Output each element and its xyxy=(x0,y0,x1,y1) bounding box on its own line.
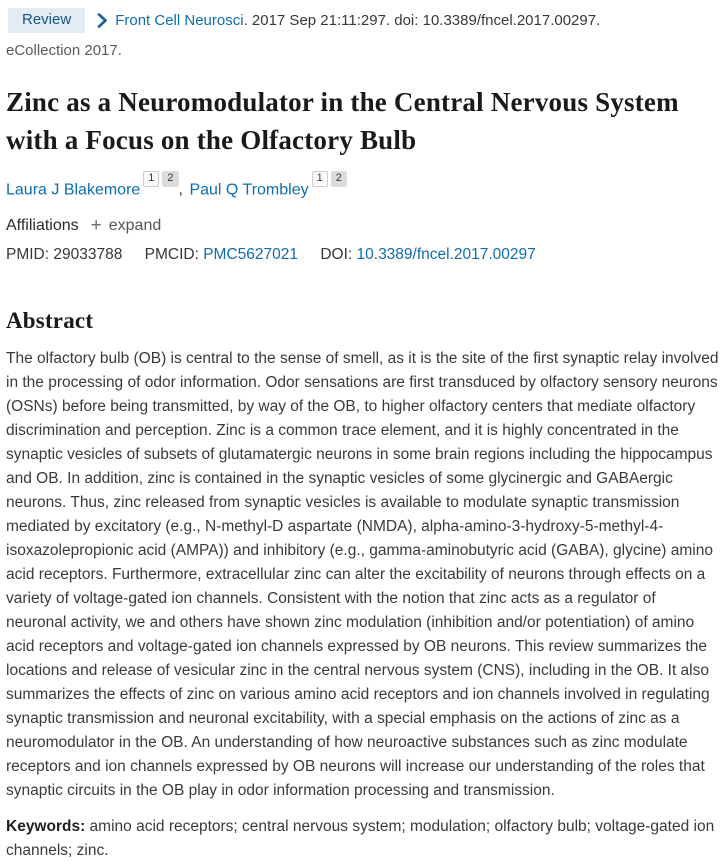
keywords-paragraph xyxy=(6,815,719,862)
identifiers-row xyxy=(6,246,719,264)
affiliation-number[interactable]: 2 xyxy=(331,171,347,187)
author-link[interactable]: Paul Q Trombley xyxy=(189,181,309,199)
journal-link[interactable]: Front Cell Neurosci xyxy=(115,12,244,29)
doi-group xyxy=(320,246,535,263)
author-separator: , xyxy=(178,181,183,199)
ecollection-text: eCollection 2017. xyxy=(6,42,122,59)
citation-details: . 2017 Sep 21:11:297. doi: 10.3389/fncel.2017.00297. xyxy=(243,12,601,29)
expand-label: expand xyxy=(108,217,162,235)
abstract-text: The olfactory bulb (OB) is central to the sense of smell, as it is the site of the first synaptic relay involved in the processing of odor information. Odor sensations are first transduced by olfactory sensory neurons (OSNs) before being transmitted, by way of the OB, to higher olfactory centers that mediate olfactory discrimination and perception. Zinc is a common trace element, and it is highly concentrated in the synaptic vesicles of subsets of glutamatergic neurons in some brain regions including the hippocampus and OB. In addition, zinc is contained in the synaptic vesicles of some glycinergic and GABAergic neurons. Thus, zinc released from synaptic vesicles is available to modulate synaptic transmission mediated by excitatory (e.g., N-methyl-D aspartate (NMDA), alpha-amino-3-hydroxy-5-methyl-4-isoxazolepropionic acid (AMPA)) and inhibitory (e.g., gamma-aminobutyric acid (GABA), glycine) amino acid receptors. Furthermore, extracellular zinc can alter the excitability of neurons through effects on a variety of voltage-gated ion channels. Consistent with the notion that zinc acts as a regulator of neuronal activity, we and others have shown zinc modulation (inhibition and/or potentiation) of amino acid receptors and voltage-gated ion channels expressed by OB neurons. This review summarizes the locations and release of vesicular zinc in the central nervous system (CNS), including in the OB. It also summarizes the effects of zinc on various amino acid receptors and ion channels involved in regulating synaptic transmission and neuronal excitability, with a special emphasis on the actions of zinc as a neuromodulator in the OB. An understanding of how neuroactive substances such as zinc modulate receptors and ion channels expressed by OB neurons will increase our understanding of the roles that synaptic circuits in the OB play in odor information processing and transmission. xyxy=(6,350,719,800)
publication-type-badge: Review xyxy=(8,8,85,33)
affiliations-label: Affiliations xyxy=(6,217,79,235)
keywords-list: amino acid receptors; central nervous system; modulation; olfactory bulb; voltage-gated ion channels; zinc. xyxy=(6,818,715,860)
chevron-right-icon xyxy=(97,13,108,28)
citation-text xyxy=(115,12,600,29)
doi-label: DOI: xyxy=(320,246,353,264)
pmid-label: PMID: xyxy=(6,246,50,264)
pmid-value: 29033788 xyxy=(53,246,123,264)
affiliations-row xyxy=(6,217,719,235)
affiliation-number[interactable]: 1 xyxy=(143,171,159,187)
affiliation-number[interactable]: 2 xyxy=(162,171,178,187)
article-title: Zinc as a Neuromodulator in the Central Nervous System with a Focus on the Olfactory Bulb xyxy=(6,87,679,155)
pmcid-link[interactable]: PMC5627021 xyxy=(203,246,299,264)
affiliation-number[interactable]: 1 xyxy=(312,171,328,187)
doi-link[interactable]: 10.3389/fncel.2017.00297 xyxy=(356,246,536,264)
pmid-group xyxy=(6,246,122,263)
expand-affiliations-button[interactable] xyxy=(91,217,162,235)
pmcid-group xyxy=(145,246,298,263)
abstract-heading: Abstract xyxy=(6,308,94,334)
citation-header xyxy=(6,8,719,33)
authors-row xyxy=(6,172,719,199)
pmcid-label: PMCID: xyxy=(144,246,199,264)
keywords-label: Keywords: xyxy=(6,818,86,836)
plus-icon: + xyxy=(90,215,102,237)
author-link[interactable]: Laura J Blakemore xyxy=(6,181,141,199)
